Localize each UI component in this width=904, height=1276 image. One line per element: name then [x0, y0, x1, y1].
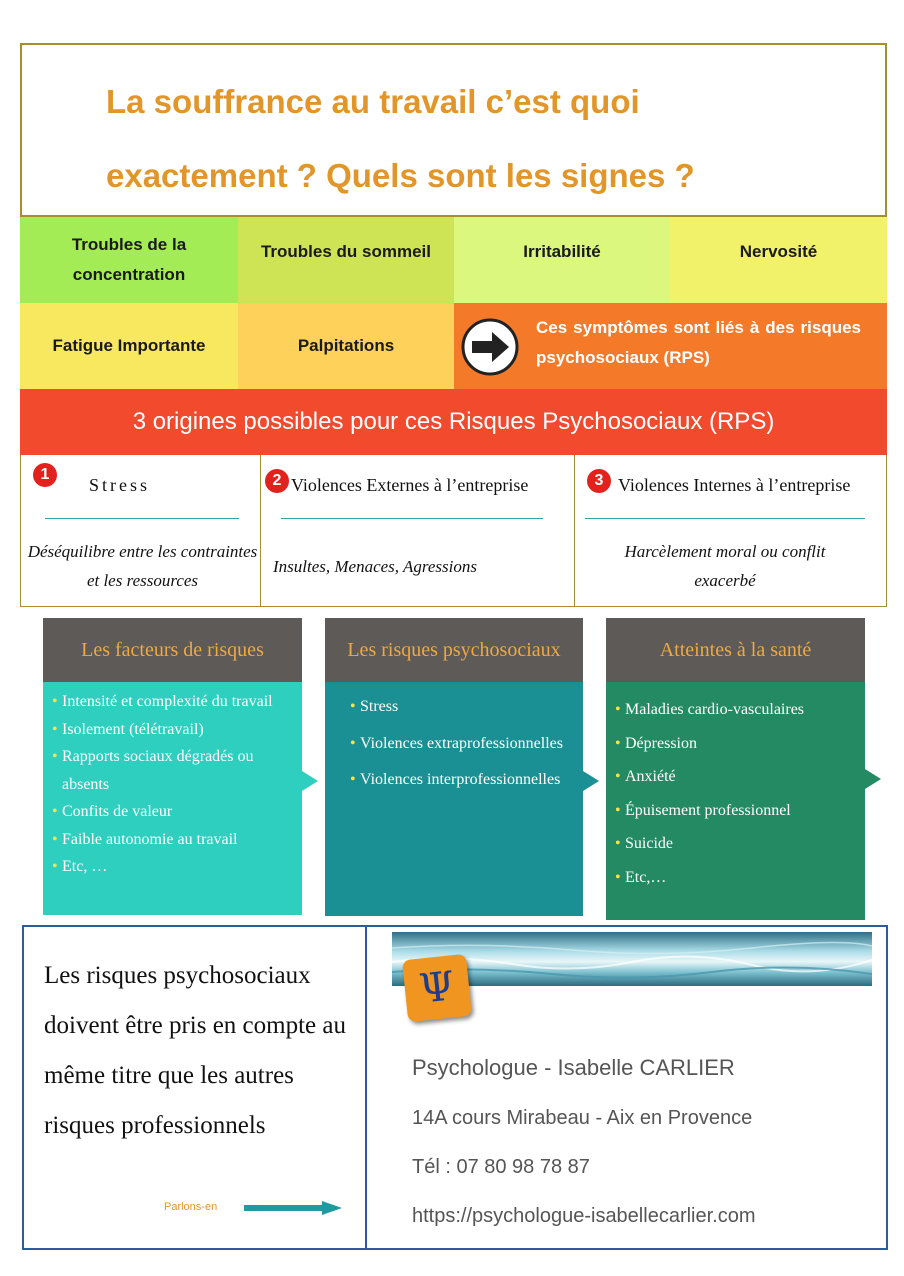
column-facteurs	[43, 618, 302, 909]
column-header: Atteintes à la santé	[606, 618, 865, 682]
column-header: Les risques psychosociaux	[325, 618, 583, 682]
origin-title: Stress	[89, 475, 151, 495]
column-body	[325, 682, 583, 916]
psi-logo-glyph: Ψ	[417, 963, 457, 1013]
list-item: • Anxiété	[615, 768, 676, 786]
symptom-nervosite-label: Nervosité	[739, 242, 818, 261]
symptom-nervosite	[670, 217, 887, 303]
origin-stress	[21, 455, 260, 607]
origin-title: Violences Internes à l’entreprise	[618, 475, 851, 495]
divider	[281, 518, 543, 519]
chevron-right-icon	[583, 771, 599, 791]
symptom-fatigue-label: Fatigue Importante	[52, 336, 206, 355]
rps-note	[454, 303, 887, 389]
origin-violences-externes	[260, 455, 574, 607]
list-item: • Dépression	[615, 734, 697, 752]
arrow-right-circle-icon	[460, 317, 520, 377]
symptom-irritabilite-label: Irritabilité	[523, 242, 601, 261]
number-badge-icon: 3	[587, 469, 611, 493]
origin-violences-internes	[574, 455, 888, 607]
list-item: • Intensité et complexité du travail	[52, 693, 273, 710]
origin-title: Violences Externes à l’entreprise	[291, 475, 529, 495]
column-body	[606, 682, 865, 920]
origin-description: Harcèlement moral ou conflit exacerbé	[624, 542, 826, 590]
origins-table	[20, 455, 887, 607]
list-item: • Suicide	[615, 835, 673, 853]
list-item: • Etc,…	[615, 868, 667, 886]
list-item: • Rapports sociaux dégradés ou absents	[52, 748, 254, 793]
list-item: • Stress	[350, 698, 399, 715]
symptom-palpitations	[238, 303, 454, 389]
list-item: • Faible autonomie au travail	[52, 830, 238, 848]
divider	[45, 518, 239, 519]
contact-phone[interactable]: Tél : 07 80 98 78 87	[412, 1156, 590, 1178]
divider	[585, 518, 865, 519]
list-item: • Etc, …	[52, 858, 108, 875]
symptom-concentration	[20, 217, 238, 303]
cta-text: Parlons-en	[164, 1201, 218, 1213]
symptom-sommeil	[238, 217, 454, 303]
title-box	[20, 43, 887, 217]
number-badge-icon: 1	[33, 463, 57, 487]
origins-banner: 3 origines possibles pour ces Risques Psychosociaux (RPS)	[20, 389, 887, 455]
origin-description: Déséquilibre entre les contraintes et les ressources	[27, 542, 258, 590]
chevron-right-icon	[865, 769, 881, 789]
chevron-right-icon	[302, 771, 318, 791]
list-item: • Confits de valeur	[52, 803, 173, 820]
column-risques	[325, 618, 583, 909]
column-atteintes	[606, 618, 865, 909]
list-item: • Isolement (télétravail)	[52, 720, 204, 738]
list-item: • Violences interprofessionnelles	[350, 771, 561, 788]
origin-description: Insultes, Menaces, Agressions	[273, 557, 477, 576]
column-header: Les facteurs de risques	[43, 618, 302, 682]
title-line-2: exactement ? Quels sont les signes ?	[106, 157, 695, 194]
column-body	[43, 682, 302, 915]
rps-note-text: Ces symptômes sont liés à des risques psychosociaux (RPS)	[536, 318, 861, 367]
symptom-concentration-line2: concentration	[72, 265, 186, 284]
contact-website[interactable]: https://psychologue-isabellecarlier.com	[412, 1205, 756, 1227]
quote-box	[22, 925, 367, 1250]
contact-address: 14A cours Mirabeau - Aix en Provence	[412, 1107, 753, 1129]
list-item: • Maladies cardio-vasculaires	[615, 701, 805, 718]
symptom-irritabilite	[454, 217, 670, 303]
symptom-sommeil-label: Troubles du sommeil	[260, 242, 432, 261]
contact-name: Psychologue - Isabelle CARLIER	[412, 1055, 735, 1080]
symptom-fatigue	[20, 303, 238, 389]
page-title	[22, 45, 885, 213]
list-item: • Violences extraprofessionnelles	[350, 734, 563, 752]
arrow-right-icon	[244, 1201, 344, 1221]
symptom-concentration-line1: Troubles de la	[71, 235, 187, 254]
contact-box	[365, 925, 888, 1250]
quote-text: Les risques psychosociaux doivent être pris en compte au même titre que les autres risques professionnels	[44, 962, 346, 1139]
list-item: • Épuisement professionnel	[615, 801, 791, 819]
psi-logo	[402, 954, 472, 1022]
number-badge-icon: 2	[265, 469, 289, 493]
title-line-1: La souffrance au travail c’est quoi	[106, 83, 640, 120]
symptom-palpitations-label: Palpitations	[297, 336, 395, 355]
